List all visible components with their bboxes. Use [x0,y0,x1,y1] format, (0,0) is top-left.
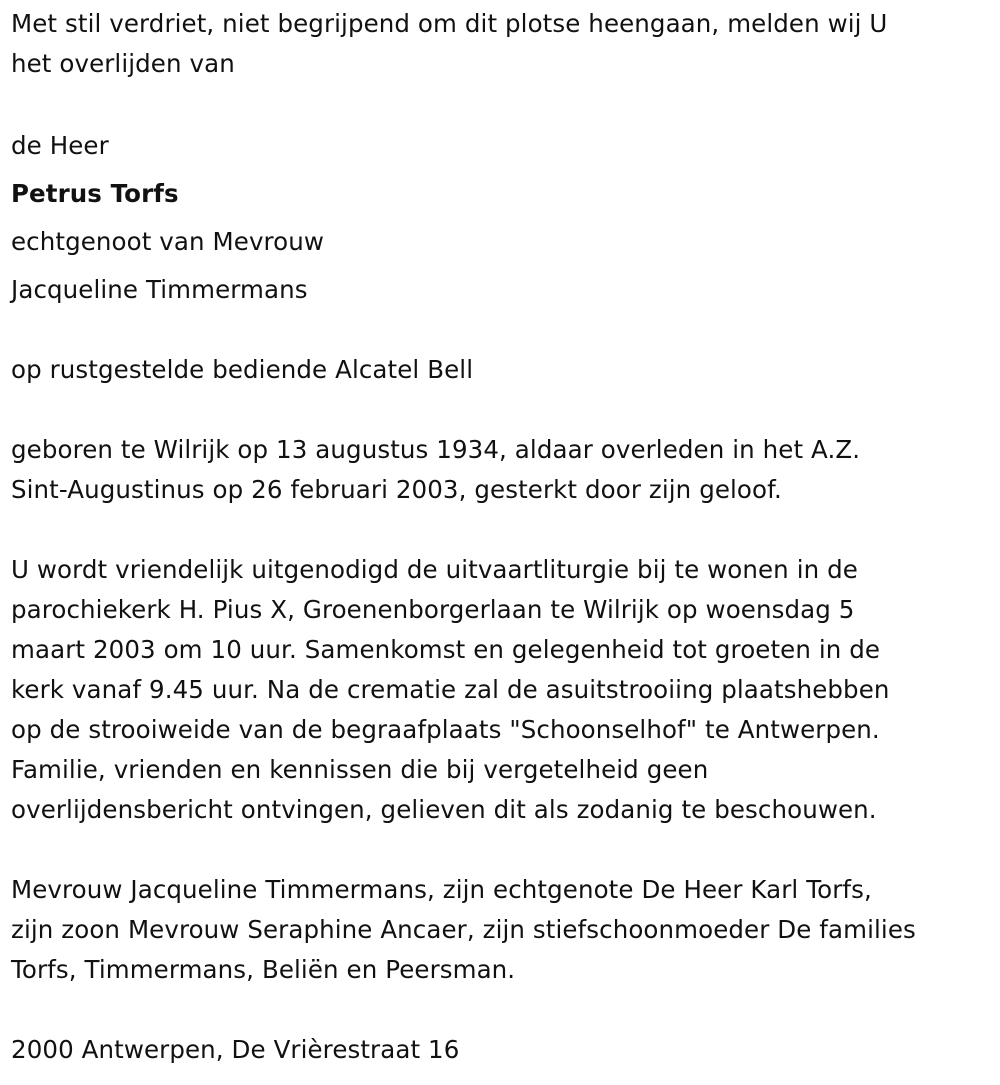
funeral-line-5: op de strooiweide van de begraafplaats "Schoonselhof" te Antwerpen. [11,715,880,744]
family-line-2: zijn zoon Mevrouw Seraphine Ancaer, zijn stiefschoonmoeder De families [11,915,916,944]
address: 2000 Antwerpen, De Vrièrestraat 16 [11,1035,460,1064]
funeral-line-1: U wordt vriendelijk uitgenodigd de uitvaartliturgie bij te wonen in de [11,555,858,584]
deceased-title: de Heer [11,131,109,160]
funeral-line-2: parochiekerk H. Pius X, Groenenborgerlaan te Wilrijk op woensdag 5 [11,595,855,624]
spouse-line-2: Jacqueline Timmermans [11,275,308,304]
family-line-3: Torfs, Timmermans, Beliën en Peersman. [11,955,516,984]
funeral-line-4: kerk vanaf 9.45 uur. Na de crematie zal de asuitstrooiing plaatshebben [11,675,890,704]
funeral-line-6: Familie, vrienden en kennissen die bij vergetelheid geen [11,755,709,784]
funeral-line-3: maart 2003 om 10 uur. Samenkomst en gelegenheid tot groeten in de [11,635,881,664]
family-line-1: Mevrouw Jacqueline Timmermans, zijn echtgenote De Heer Karl Torfs, [11,875,872,904]
birth-death-line-2: Sint-Augustinus op 26 februari 2003, gesterkt door zijn geloof. [11,475,782,504]
intro-line-2: het overlijden van [11,49,235,78]
intro-line-1: Met stil verdriet, niet begrijpend om dit plotse heengaan, melden wij U [11,9,888,38]
deceased-name: Petrus Torfs [11,179,179,208]
occupation: op rustgestelde bediende Alcatel Bell [11,355,474,384]
funeral-line-7: overlijdensbericht ontvingen, gelieven dit als zodanig te beschouwen. [11,795,877,824]
spouse-line-1: echtgenoot van Mevrouw [11,227,325,256]
birth-death-line-1: geboren te Wilrijk op 13 augustus 1934, aldaar overleden in het A.Z. [11,435,861,464]
